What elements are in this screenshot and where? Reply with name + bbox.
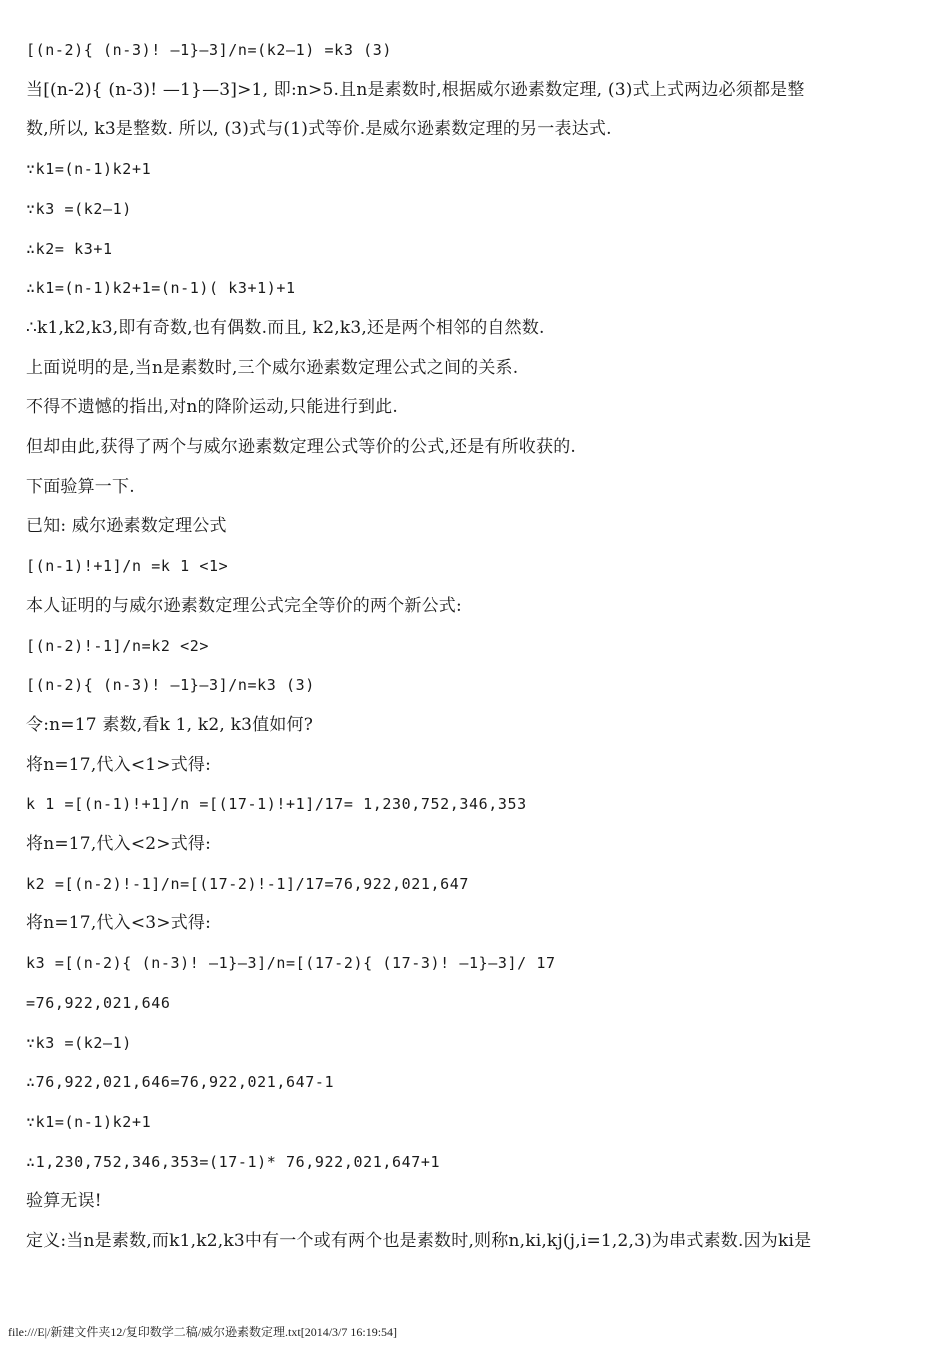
formula-line: ∵k3 =(k2—1) <box>26 199 132 218</box>
text-line: 定义:当n是素数,而k1,k2,k3中有一个或有两个也是素数时,则称n,ki,kj(j,i=1,2,3)为串式素数.因为ki是 <box>26 1231 812 1251</box>
formula-line: ∵k1=(n-1)k2+1 <box>26 160 152 179</box>
formula-line: [(n-2)!-1]/n=k2 <2> <box>26 636 209 655</box>
formula-line: k3 =[(n-2){ (n-3)! —1}—3]/n=[(17-2){ (17-3)! —1}—3]/ 17 <box>26 954 556 973</box>
text-line: 验算无误! <box>26 1191 102 1212</box>
formula-line: ∴76,922,021,646=76,922,021,647-1 <box>26 1073 335 1092</box>
formula-line: k2 =[(n-2)!-1]/n=[(17-2)!-1]/17=76,922,021,647 <box>26 874 470 893</box>
text-line: 本人证明的与威尔逊素数定理公式完全等价的两个新公式: <box>26 595 462 616</box>
formula-line: ∴1,230,752,346,353=(17-1)* 76,922,021,647+1 <box>26 1152 441 1171</box>
formula-line: ∵k1=(n-1)k2+1 <box>26 1112 152 1131</box>
formula-line: [(n-2){ (n-3)! —1}—3]/n=(k2—1) =k3 (3) <box>26 41 392 59</box>
formula-line: ∴k2= k3+1 <box>26 239 113 258</box>
text-line: ∴k1,k2,k3,即有奇数,也有偶数.而且, k2,k3,还是两个相邻的自然数. <box>26 317 545 338</box>
formula-line: ∵k3 =(k2—1) <box>26 1033 132 1052</box>
text-line: 下面验算一下. <box>26 476 135 497</box>
text-line: 数,所以, k3是整数. 所以, (3)式与(1)式等价.是威尔逊素数定理的另一表达式. <box>26 119 612 140</box>
text-line: 上面说明的是,当n是素数时,三个威尔逊素数定理公式之间的关系. <box>26 357 519 378</box>
formula-line: [(n-2){ (n-3)! —1}—3]/n=k3 (3) <box>26 676 315 695</box>
file-path-footer: file:///E|/新建文件夹12/复印数学二稿/威尔逊素数定理.txt[2014/3/7 16:19:54] <box>8 1325 398 1339</box>
text-line: 但却由此,获得了两个与威尔逊素数定理公式等价的公式,还是有所收获的. <box>26 437 577 457</box>
formula-line: [(n-1)!+1]/n =k 1 <1> <box>26 557 229 576</box>
formula-line: =76,922,021,646 <box>26 993 171 1012</box>
text-line: 将n=17,代入<1>式得: <box>26 754 212 775</box>
formula-line: k 1 =[(n-1)!+1]/n =[(17-1)!+1]/17= 1,230,752,346,353 <box>26 795 527 814</box>
text-line: 将n=17,代入<3>式得: <box>26 913 212 934</box>
text-line: 当[(n-2){ (n-3)! —1}—3]>1, 即:n>5.且n是素数时,根据威尔逊素数定理, (3)式上式两边必须都是整 <box>26 79 805 100</box>
text-line: 将n=17,代入<2>式得: <box>26 834 212 854</box>
text-line: 不得不遗憾的指出,对n的降阶运动,只能进行到此. <box>26 397 398 418</box>
text-line: 已知: 威尔逊素数定理公式 <box>26 516 227 537</box>
formula-line: ∴k1=(n-1)k2+1=(n-1)( k3+1)+1 <box>26 279 296 298</box>
text-line: 令:n=17 素数,看k 1, k2, k3值如何? <box>26 714 314 735</box>
